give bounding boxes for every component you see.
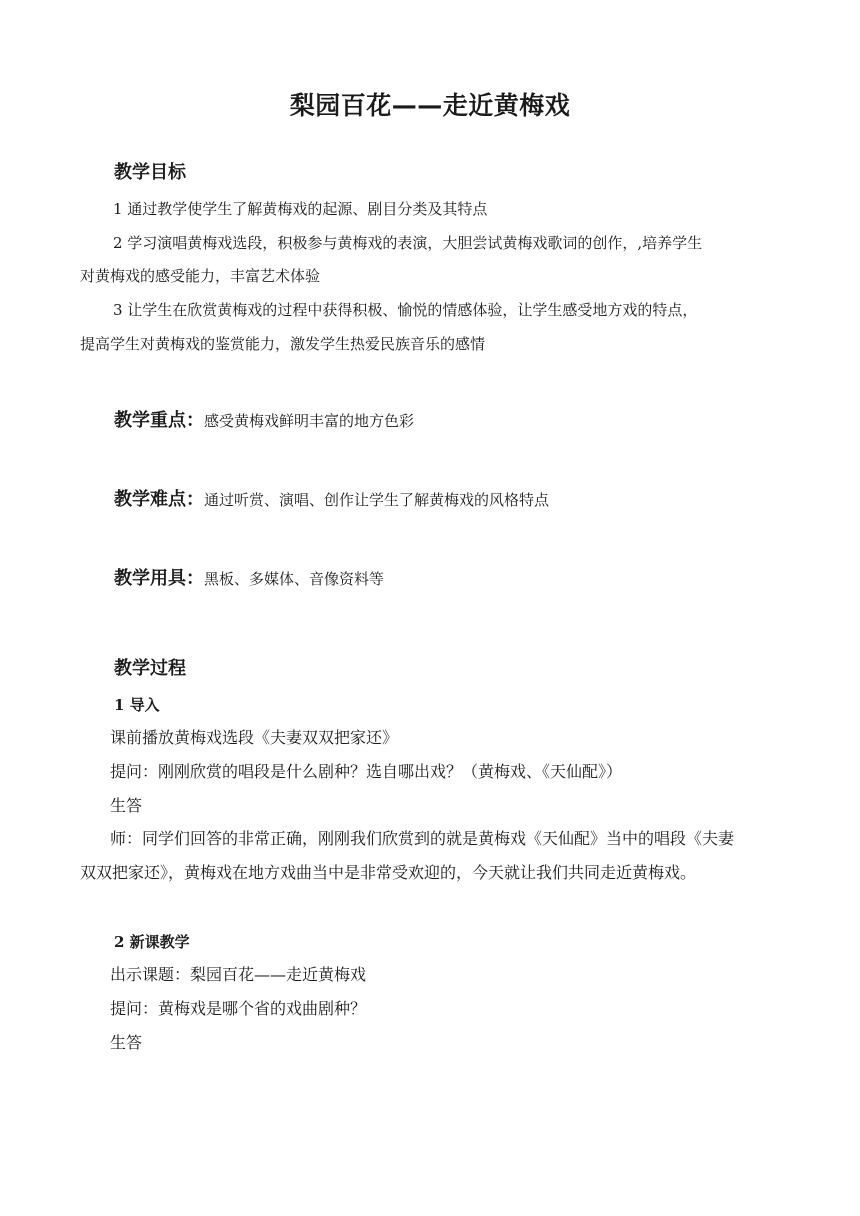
goal-item-3-line-2: 提高学生对黄梅戏的鉴赏能力，激发学生热爱民族音乐的感情 (80, 335, 486, 353)
process-heading: 教学过程 (114, 658, 186, 679)
goal-item-3-line-1: 3 让学生在欣赏黄梅戏的过程中获得积极、愉悦的情感体验，让学生感受地方戏的特点， (113, 301, 698, 319)
difficulty (114, 485, 549, 511)
key-point-text: 感受黄梅戏鲜明丰富的地方色彩 (204, 412, 415, 430)
tools (114, 564, 384, 590)
goals-heading: 教学目标 (114, 162, 186, 183)
intro-line-1: 课前播放黄梅戏选段《夫妻双双把家还》 (110, 728, 399, 747)
key-point-label: 教学重点： (114, 410, 204, 431)
intro-line-2: 提问：刚刚欣赏的唱段是什么剧种？选自哪出戏？（黄梅戏、《天仙配》） (110, 762, 623, 781)
key-point (114, 406, 414, 432)
new-lesson-line-2: 提问：黄梅戏是哪个省的戏曲剧种？ (110, 999, 367, 1018)
intro-line-3: 生答 (110, 796, 143, 815)
difficulty-label: 教学难点： (114, 489, 204, 510)
document-title: 梨园百花——走近黄梅戏 (289, 91, 571, 120)
intro-heading: 1 导入 (114, 696, 160, 714)
difficulty-text: 通过听赏、演唱、创作让学生了解黄梅戏的风格特点 (204, 491, 550, 509)
intro-line-4b: 双双把家还》，黄梅戏在地方戏曲当中是非常受欢迎的，今天就让我们共同走近黄梅戏。 (80, 863, 697, 882)
new-lesson-heading: 2 新课教学 (114, 933, 190, 951)
tools-text: 黑板、多媒体、音像资料等 (204, 570, 385, 588)
new-lesson-line-1: 出示课题：梨园百花——走近黄梅戏 (110, 965, 367, 984)
intro-line-4a: 师：同学们回答的非常正确，刚刚我们欣赏到的就是黄梅戏《天仙配》当中的唱段《夫妻 (110, 829, 735, 848)
tools-label: 教学用具： (114, 568, 204, 589)
goal-item-2-line-2: 对黄梅戏的感受能力，丰富艺术体验 (80, 267, 321, 285)
goal-item-2-line-1: 2 学习演唱黄梅戏选段，积极参与黄梅戏的表演，大胆尝试黄梅戏歌词的创作，,培养学生 (113, 234, 703, 252)
goal-item-1: 1 通过教学使学生了解黄梅戏的起源、剧目分类及其特点 (113, 200, 488, 218)
new-lesson-line-3: 生答 (110, 1033, 143, 1052)
